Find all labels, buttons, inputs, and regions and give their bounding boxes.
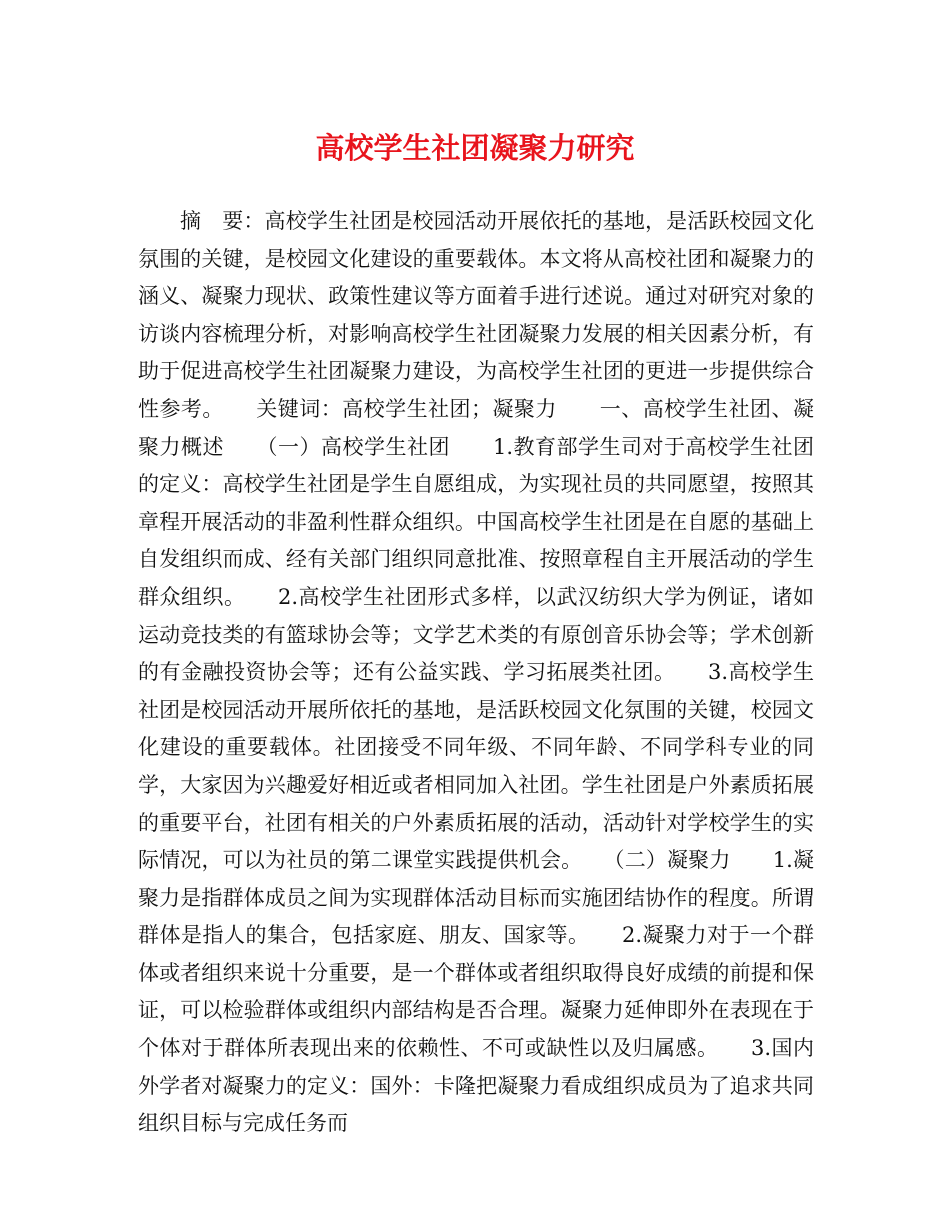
document-body-paragraph: 摘 要：高校学生社团是校园活动开展依托的基地，是活跃校园文化氛围的关键，是校园文化建设的重要载体。本文将从高校社团和凝聚力的涵义、凝聚力现状、政策性建议等方面着手进行述说。通过对研究对象的访谈内容梳理分析，对影响高校学生社团凝聚力发展的相关因素分析，有助于促进高校学生社团凝聚力建设，为高校学生社团的更进一步提供综合性参考。 关键词：高校学生社团；凝聚力 一、高校学生社团、凝聚力概述 （一）高校学生社团 1.教育部学生司对于高校学生社团的定义：高校学生社团是学生自愿组成，为实现社员的共同愿望，按照其章程开展活动的非盈利性群众组织。中国高校学生社团是在自愿的基础上自发组织而成、经有关部门组织同意批准、按照章程自主开展活动的学生群众组织。 2.高校学生社团形式多样，以武汉纺织大学为例证，诸如运动竞技类的有篮球协会等；文学艺术类的有原创音乐协会等；学术创新的有金融投资协会等；还有公益实践、学习拓展类社团。 3.高校学生社团是校园活动开展所依托的基地，是活跃校园文化氛围的关键，校园文化建设的重要载体。社团接受不同年级、不同年龄、不同学科专业的同学，大家因为兴趣爱好相近或者相同加入社团。学生社团是户外素质拓展的重要平台，社团有相关的户外素质拓展的活动，活动针对学校学生的实际情况，可以为社员的第二课堂实践提供机会。 （二）凝聚力 1.凝聚力是指群体成员之间为实现群体活动目标而实施团结协作的程度。所谓群体是指人的集合，包括家庭、朋友、国家等。 2.凝聚力对于一个群体或者组织来说十分重要，是一个群体或者组织取得良好成绩的前提和保证，可以检验群体或组织内部结构是否合理。凝聚力延伸即外在表现在于个体对于群体所表现出来的依赖性、不可或缺性以及归属感。 3.国内外学者对凝聚力的定义：国外：卡隆把凝聚力看成组织成员为了追求共同组织目标与完成任务而 bbox=[138, 209, 814, 1136]
document-title: 高校学生社团凝聚力研究 bbox=[315, 131, 635, 165]
